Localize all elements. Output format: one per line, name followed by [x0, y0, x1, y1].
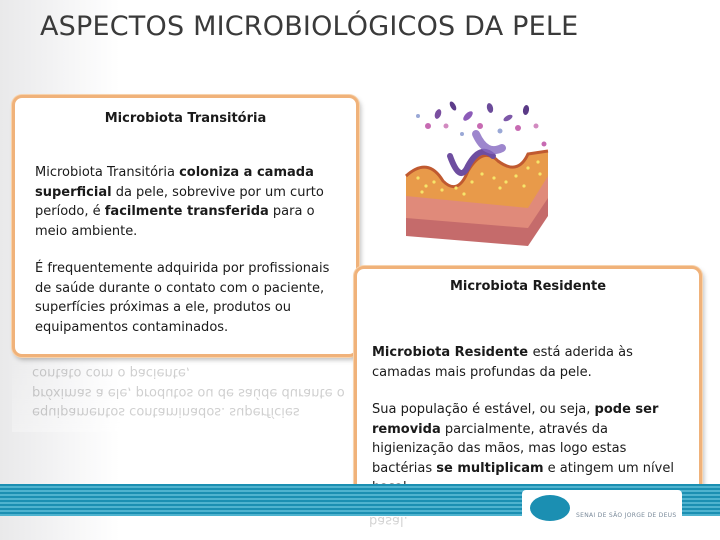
reflection-text-residente: basal.: [369, 513, 408, 529]
text-run: da pele, sobrevive por um curto período, é: [35, 184, 324, 219]
text-run: Sua população é estável, ou seja,: [372, 402, 595, 417]
skin-layers: [406, 134, 548, 246]
paragraph-residente-2: [372, 400, 689, 498]
card-residente-reflection: [354, 509, 702, 540]
skin-cross-section-illustration: [398, 96, 558, 256]
text-run: Microbiota Residente: [372, 345, 533, 360]
paragraph-transitoria-1: [35, 163, 342, 241]
text-run: parcialmente, através da higienização das mãos, mas logo estas bactérias: [372, 421, 627, 476]
text-run: É frequentemente adquirida por profissionais de saúde durante o contato com o paciente, superfícies próximas a ele, produtos ou equipamentos contaminados.: [35, 261, 330, 335]
text-run: coloniza a camada superficial: [35, 165, 314, 200]
text-run: Microbiota Transitória: [35, 165, 180, 180]
paragraph-transitoria-2: [35, 259, 342, 337]
card-heading-transitoria: Microbiota Transitória: [104, 111, 267, 126]
paragraph-residente-1: [372, 343, 689, 382]
card-body-residente: [372, 343, 689, 498]
text-run: e atingem um nível: [547, 460, 674, 476]
card-transitoria-reflection: [12, 357, 359, 432]
text-run: para o meio ambiente.: [35, 204, 315, 239]
text-run: se multiplicam: [436, 460, 544, 476]
card-microbiota-transitoria: [12, 95, 359, 357]
text-run: está aderida às camadas mais profundas da pele.: [372, 345, 633, 380]
card-body-transitoria: [35, 163, 342, 337]
footer-logo-text: SENAI DE SÃO JORGE DE DEUS: [576, 512, 677, 519]
slide-title: ASPECTOS MICROBIOLÓGICOS DA PELE: [40, 11, 579, 42]
text-run: facilmente transferida: [104, 204, 269, 219]
card-microbiota-residente: [354, 266, 702, 508]
reflection-text-transitoria: equipamentos contaminados. superfícies próximas a ele, produtos ou de saúde durante o contato com o paciente,: [32, 365, 345, 420]
card-heading-residente: Microbiota Residente: [449, 279, 607, 294]
text-run: pode ser removida: [372, 402, 659, 437]
